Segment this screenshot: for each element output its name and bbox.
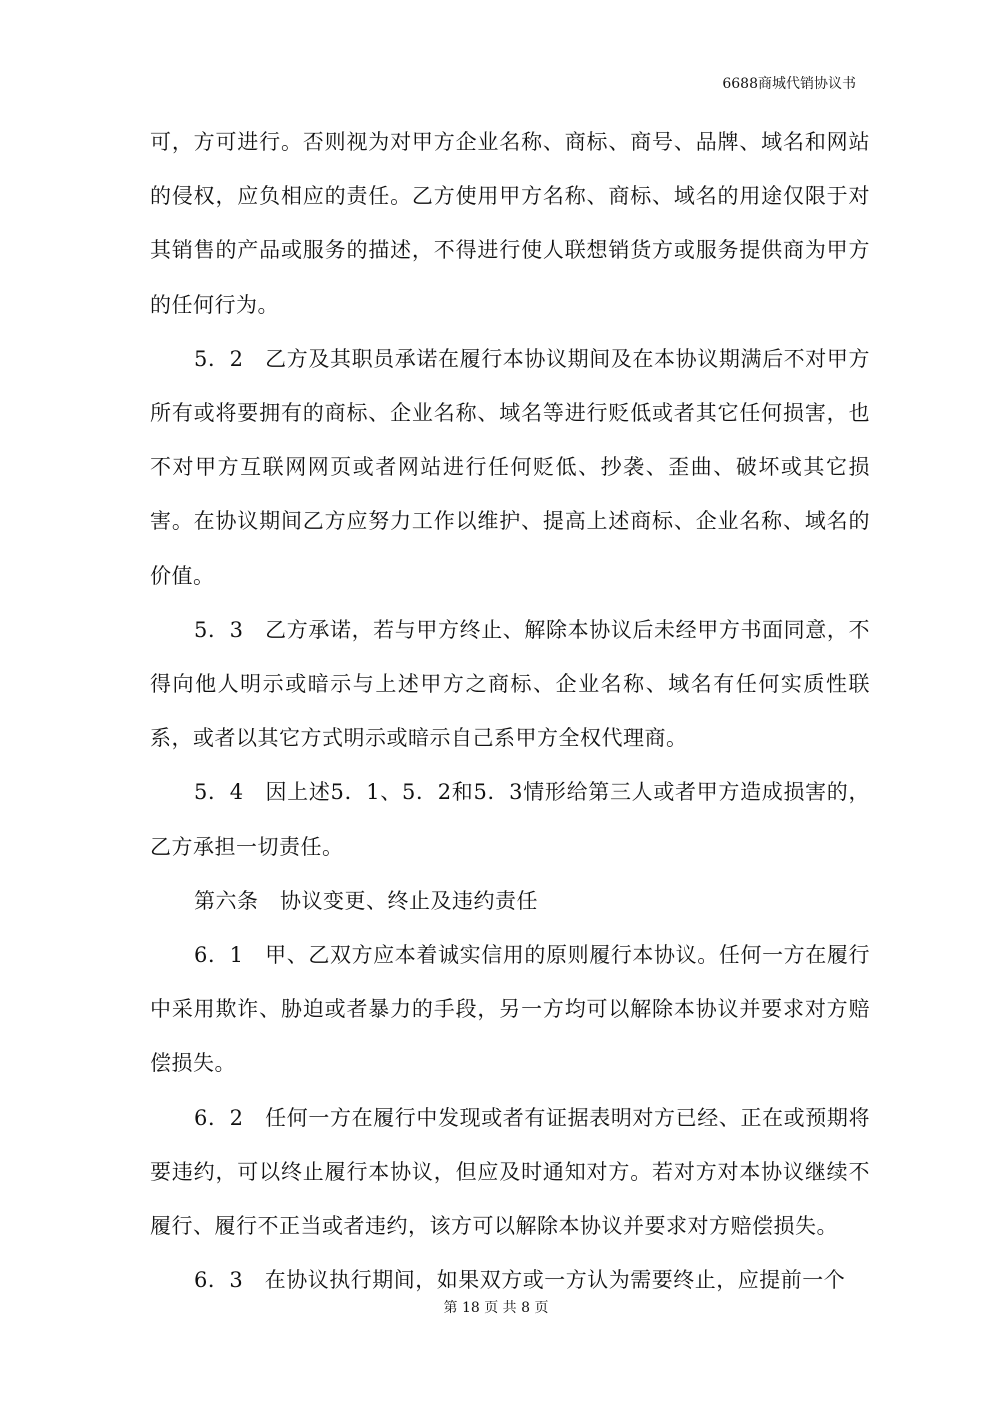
- document-body: [150, 115, 870, 1307]
- paragraph-6-1: 6．1 甲、乙双方应本着诚实信用的原则履行本协议。任何一方在履行中采用欺诈、胁迫或者暴力的手段，另一方均可以解除本协议并要求对方赔偿损失。: [150, 943, 870, 1076]
- page-number-footer: 第 18 页 共 8 页: [443, 1300, 549, 1316]
- paragraph-5-4: 5．4 因上述5．1、5．2和5．3情形给第三人或者甲方造成损害的，乙方承担一切责任。: [150, 780, 870, 859]
- paragraph-continuation: 可，方可进行。否则视为对甲方企业名称、商标、商号、品牌、域名和网站的侵权，应负相应的责任。乙方使用甲方名称、商标、域名的用途仅限于对其销售的产品或服务的描述，不得进行使人联想销货方或服务提供商为甲方的任何行为。: [150, 130, 870, 317]
- page-header-title: 6688商城代销协议书: [722, 76, 856, 92]
- paragraph-6-2: 6．2 任何一方在履行中发现或者有证据表明对方已经、正在或预期将要违约，可以终止履行本协议，但应及时通知对方。若对方对本协议继续不履行、履行不正当或者违约，该方可以解除本协议并要求对方赔偿损失。: [150, 1105, 870, 1239]
- section-heading-article-6: 第六条 协议变更、终止及违约责任: [194, 888, 538, 913]
- paragraph-6-3: 6．3 在协议执行期间，如果双方或一方认为需要终止，应提前一个: [194, 1268, 846, 1293]
- paragraph-5-2: 5．2 乙方及其职员承诺在履行本协议期间及在本协议期满后不对甲方所有或将要拥有的商标、企业名称、域名等进行贬低或者其它任何损害，也不对甲方互联网网页或者网站进行任何贬低、抄袭、歪曲、破坏或其它损害。在协议期间乙方应努力工作以维护、提高上述商标、企业名称、域名的价值。: [150, 346, 870, 588]
- paragraph-5-3: 5．3 乙方承诺，若与甲方终止、解除本协议后未经甲方书面同意，不得向他人明示或暗示与上述甲方之商标、企业名称、域名有任何实质性联系，或者以其它方式明示或暗示自己系甲方全权代理商。: [150, 617, 870, 751]
